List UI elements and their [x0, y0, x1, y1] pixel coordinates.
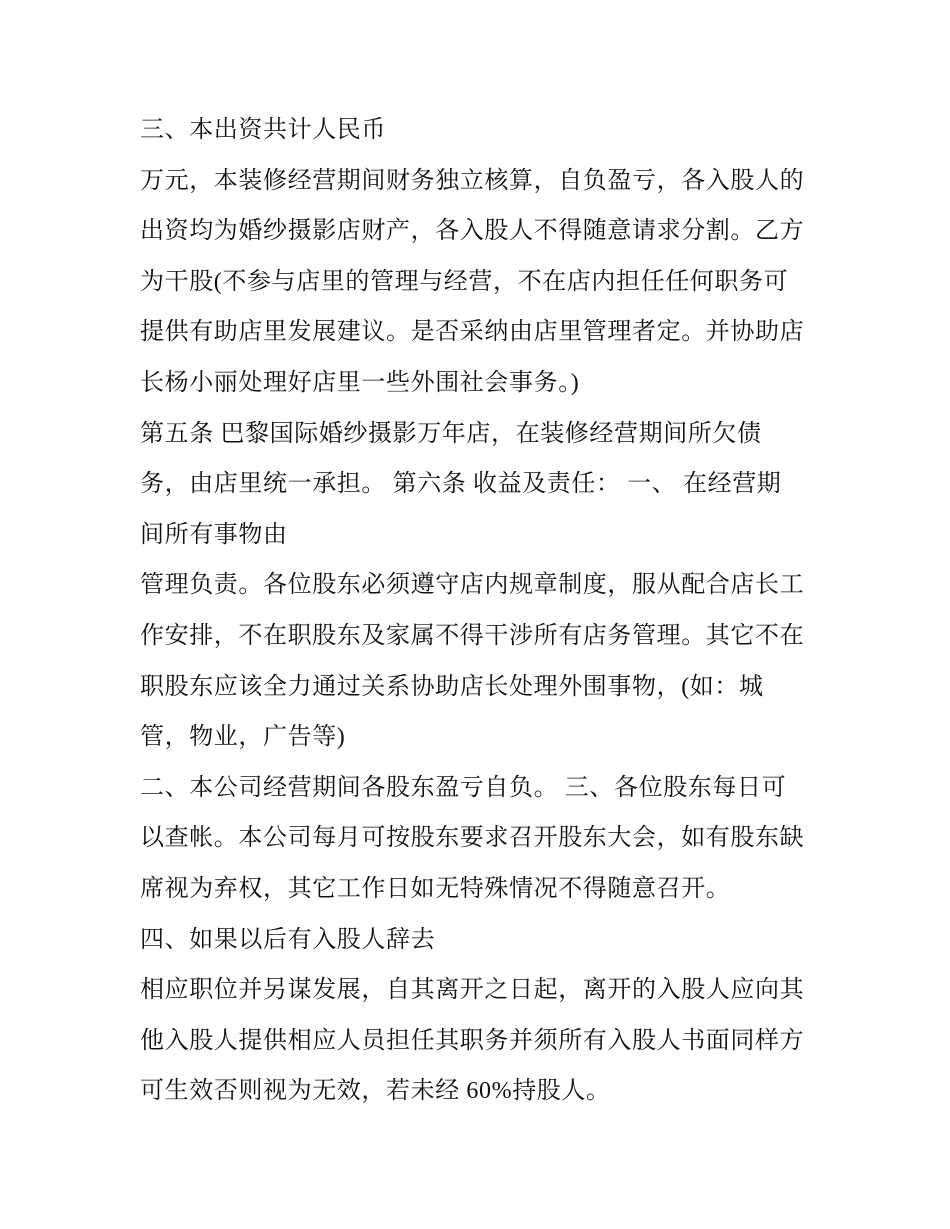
text-line: 席视为弃权，其它工作日如无特殊情况不得随意召开。 [140, 875, 731, 902]
text-line: 可生效否则视为无效，若未经 60%持股人。 [140, 1078, 611, 1105]
document-body [140, 105, 804, 1117]
text-line: 第五条 巴黎国际婚纱摄影万年店，在装修经营期间所欠债 [140, 420, 762, 447]
text-line: 二、本公司经营期间各股东盈亏自负。 三、各位股东每日可 [140, 774, 787, 801]
text-line: 四、如果以后有入股人辞去 [140, 926, 436, 953]
text-line: 管理负责。各位股东必须遵守店内规章制度，服从配合店长工 [140, 572, 805, 599]
text-line: 管，物业，广告等) [140, 724, 346, 751]
text-line: 出资均为婚纱摄影店财产，各入股人不得随意请求分割。乙方 [140, 218, 805, 245]
text-line: 三、本出资共计人民币 [140, 117, 386, 143]
text-line: 间所有事物由 [140, 521, 288, 548]
text-line: 提供有助店里发展建议。是否采纳由店里管理者定。并协助店 [140, 319, 805, 346]
text-line: 为干股(不参与店里的管理与经营，不在店内担任任何职务可 [140, 268, 789, 295]
text-line: 他入股人提供相应人员担任其职务并须所有入股人书面同样方 [140, 1027, 805, 1054]
text-line: 相应职位并另谋发展，自其离开之日起，离开的入股人应向其 [140, 977, 805, 1004]
text-line: 以查帐。本公司每月可按股东要求召开股东大会，如有股东缺 [140, 825, 805, 852]
text-line: 务，由店里统一承担。 第六条 收益及责任： 一、 在经营期 [140, 471, 782, 498]
text-line: 作安排，不在职股东及家属不得干涉所有店务管理。其它不在 [140, 622, 805, 649]
text-line: 职股东应该全力通过关系协助店长处理外围事物，(如：城 [140, 673, 764, 700]
text-line: 万元，本装修经营期间财务独立核算，自负盈亏，各入股人的 [140, 167, 805, 194]
text-line: 长杨小丽处理好店里一些外围社会事务。) [140, 369, 580, 396]
